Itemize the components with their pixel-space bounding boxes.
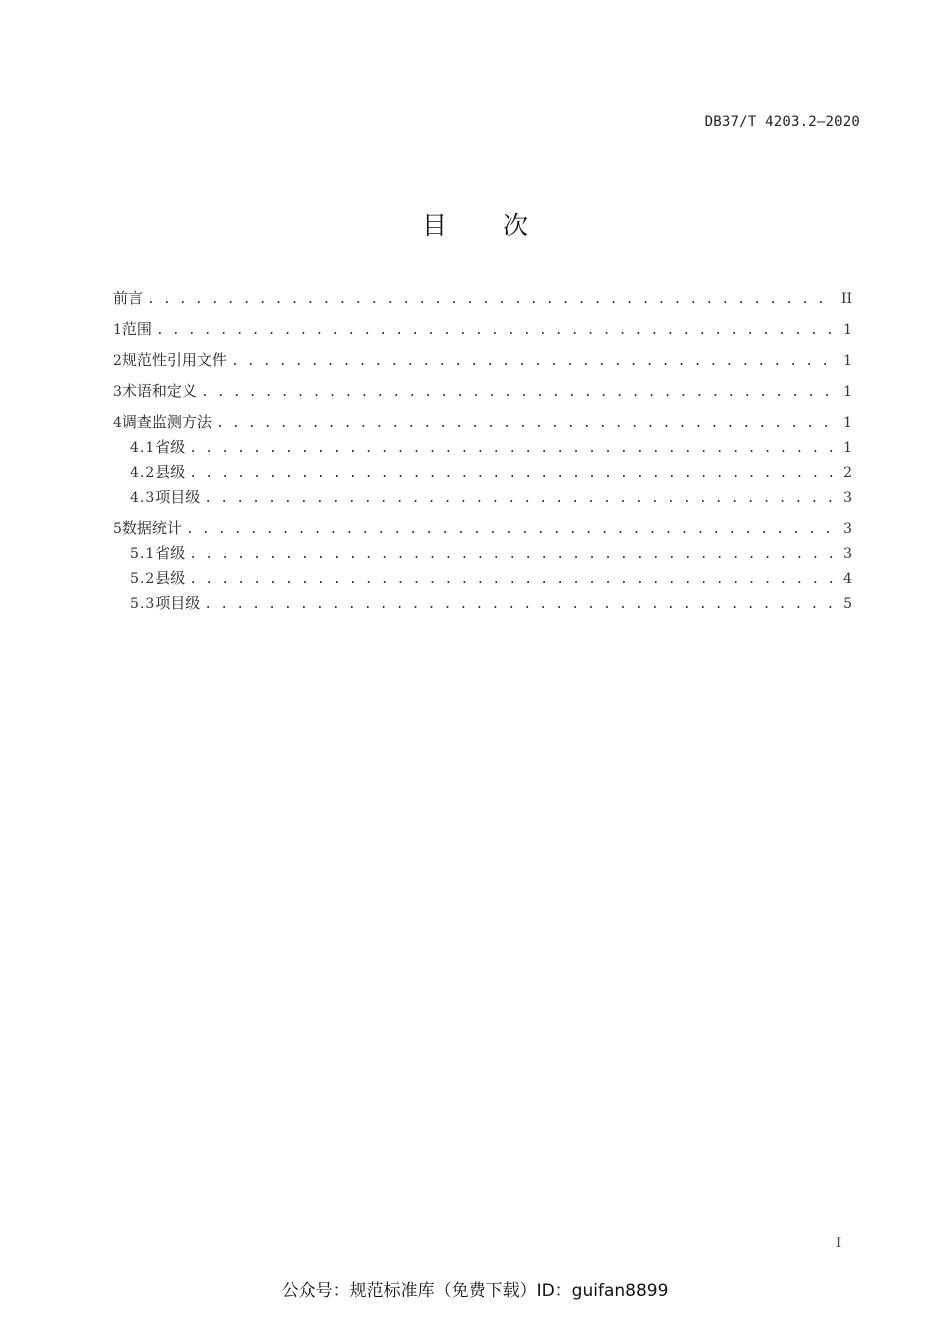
toc-dot-leader: [189, 567, 834, 592]
toc-entry-label: 项目级: [155, 488, 201, 506]
toc-entry-number: 5: [113, 521, 122, 537]
toc-entry-label: 前言: [113, 289, 144, 307]
toc-entry[interactable]: [113, 460, 852, 485]
toc-entry[interactable]: [113, 348, 852, 373]
toc-entry[interactable]: [113, 286, 852, 311]
toc-dot-leader: [231, 349, 834, 374]
toc-dot-leader: [189, 542, 834, 567]
toc-dot-leader: [189, 436, 834, 461]
toc-entry-page: 3: [843, 490, 852, 506]
toc-entry[interactable]: [113, 317, 852, 342]
toc-entry-number: 3: [113, 384, 122, 400]
toc-dot-leader: [147, 287, 834, 312]
toc-entry-number: 4.1: [130, 440, 156, 456]
toc-entry[interactable]: [113, 435, 852, 460]
toc-entry-number: 4: [113, 415, 122, 431]
page-number: I: [836, 1236, 842, 1251]
toc-dot-leader: [201, 380, 834, 405]
toc-entry-number: 5.3: [130, 596, 156, 612]
footer-watermark-note: 公众号：规范标准库（免费下载）ID：guifan8899: [281, 1281, 669, 1301]
document-code: DB37/T 4203.2—2020: [704, 114, 860, 130]
toc-dot-leader: [186, 517, 834, 542]
toc-entry-page: 3: [843, 521, 852, 537]
toc-entry[interactable]: [113, 516, 852, 541]
toc-entry-page: 1: [843, 353, 852, 369]
toc-entry-page: 3: [843, 546, 852, 562]
toc-entry-number: 1: [113, 322, 122, 338]
toc-entry-label: 术语和定义: [121, 382, 197, 400]
toc-entry-label: 调查监测方法: [121, 413, 212, 431]
toc-entry-page: 1: [843, 322, 852, 338]
table-of-contents: [113, 286, 852, 616]
toc-entry-page: II: [840, 291, 852, 307]
toc-entry-page: 5: [843, 596, 852, 612]
toc-entry[interactable]: [113, 485, 852, 510]
toc-entry-number: 4.2: [130, 465, 156, 481]
toc-entry-label: 县级: [155, 463, 186, 481]
toc-entry[interactable]: [113, 541, 852, 566]
toc-entry-page: 1: [843, 440, 852, 456]
toc-entry-page: 2: [843, 465, 852, 481]
toc-dot-leader: [189, 461, 834, 486]
toc-entry[interactable]: [113, 379, 852, 404]
toc-entry[interactable]: [113, 566, 852, 591]
toc-entry-label: 规范性引用文件: [121, 351, 227, 369]
toc-entry-label: 数据统计: [121, 519, 182, 537]
toc-entry-page: 1: [843, 415, 852, 431]
toc-entry-number: 5.1: [130, 546, 156, 562]
toc-entry-label: 省级: [155, 438, 186, 456]
toc-entry[interactable]: [113, 410, 852, 435]
toc-entry-page: 1: [843, 384, 852, 400]
toc-dot-leader: [204, 592, 834, 617]
toc-entry-number: 2: [113, 353, 122, 369]
toc-entry-number: 4.3: [130, 490, 156, 506]
toc-dot-leader: [156, 318, 834, 343]
toc-entry-number: 5.2: [130, 571, 156, 587]
toc-entry-label: 项目级: [155, 594, 201, 612]
toc-entry-label: 县级: [155, 569, 186, 587]
toc-entry-label: 省级: [155, 544, 186, 562]
toc-dot-leader: [216, 411, 834, 436]
toc-entry[interactable]: [113, 591, 852, 616]
toc-dot-leader: [204, 486, 834, 511]
toc-title: 目 次: [422, 211, 552, 240]
toc-entry-page: 4: [843, 571, 852, 587]
toc-entry-label: 范围: [121, 320, 152, 338]
